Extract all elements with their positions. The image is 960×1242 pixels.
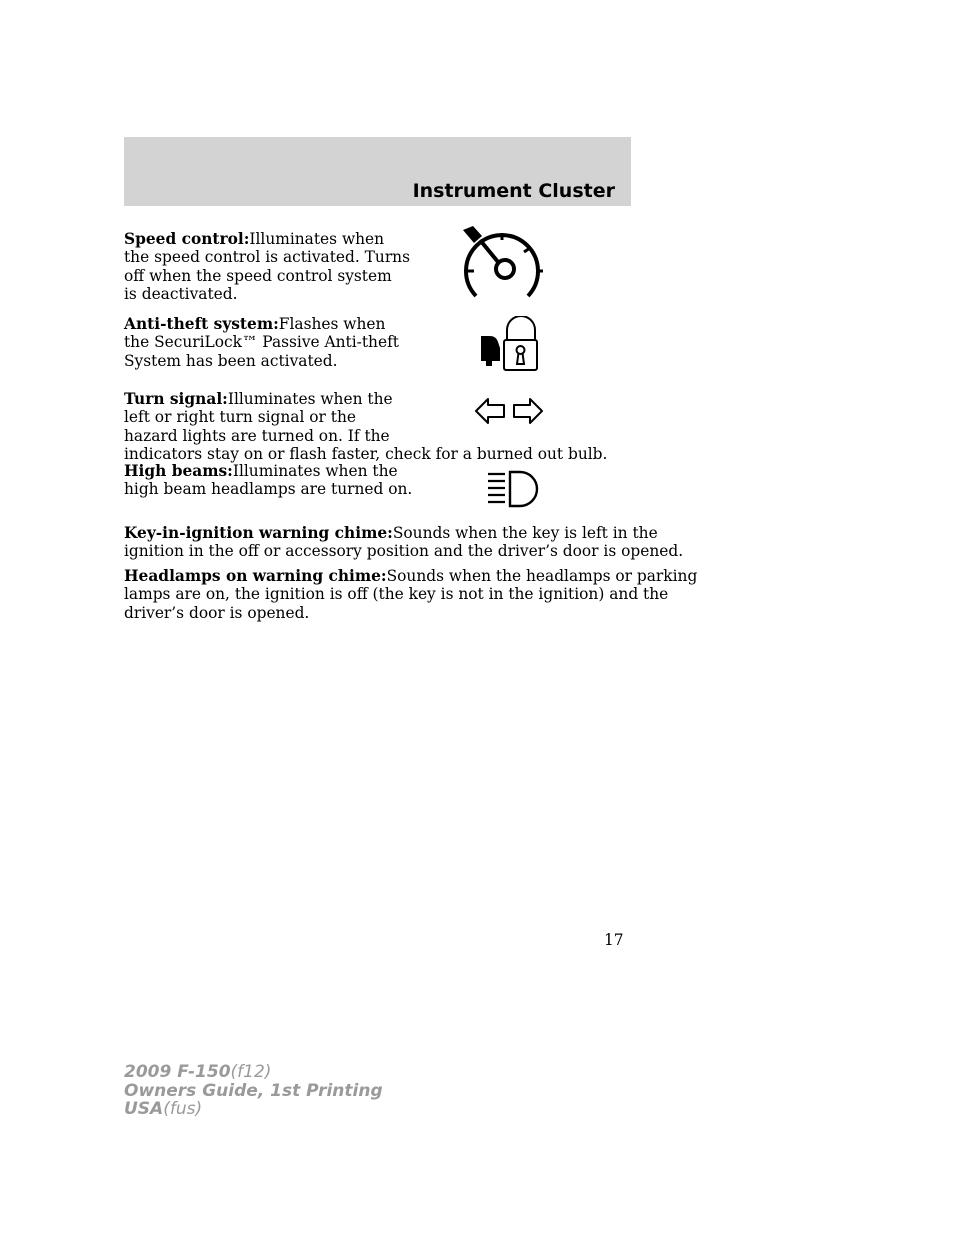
speed-control-line-1: Illuminates when [249, 230, 385, 248]
chapter-header-band [124, 137, 631, 206]
high-beams-line-1: Illuminates when the [232, 462, 398, 480]
key-in-ignition-line-2: ignition in the off or accessory position and the driver’s door is opened. [124, 542, 684, 561]
footer-edition: Owners Guide, 1st Printing [124, 1080, 383, 1101]
speed-control-paragraph [124, 230, 410, 303]
turn-signal-line-2: left or right turn signal or the [124, 408, 356, 427]
headlamps-on-paragraph [124, 567, 697, 622]
chapter-title: Instrument Cluster [412, 180, 615, 202]
headlamps-on-line-3: driver’s door is opened. [124, 603, 310, 622]
speed-control-line-2: the speed control is activated. Turns [124, 248, 410, 267]
key-in-ignition-term: Key-in-ignition warning chime: [124, 524, 393, 542]
anti-theft-line-2: the SecuriLock™ Passive Anti-theft [124, 333, 399, 352]
footer-model-code: (f12) [230, 1062, 272, 1082]
footer-market: USA [124, 1099, 164, 1119]
headlamps-on-line-1: Sounds when the headlamps or parking [386, 567, 698, 585]
turn-signal-line-3: hazard lights are turned on. If the [124, 426, 390, 445]
speed-control-term: Speed control: [124, 230, 250, 248]
headlamps-on-term: Headlamps on warning chime: [124, 567, 387, 585]
key-in-ignition-paragraph [124, 524, 683, 561]
anti-theft-paragraph [124, 315, 399, 370]
page-number: 17 [604, 931, 624, 949]
speed-control-icon [460, 226, 550, 302]
anti-theft-lock-icon [478, 316, 538, 372]
key-in-ignition-line-1: Sounds when the key is left in the [392, 524, 658, 542]
headlamps-on-line-2: lamps are on, the ignition is off (the key is not in the ignition) and the [124, 585, 669, 604]
turn-signal-line-1: Illuminates when the [227, 390, 393, 408]
speed-control-line-4: is deactivated. [124, 284, 238, 303]
footer-market-code: (fus) [163, 1099, 203, 1119]
speed-control-line-3: off when the speed control system [124, 266, 392, 285]
footer-model: 2009 F-150 [124, 1062, 231, 1082]
turn-signal-arrows-icon [474, 397, 544, 427]
high-beams-line-2: high beam headlamps are turned on. [124, 480, 413, 499]
high-beam-icon [486, 469, 542, 509]
turn-signal-term: Turn signal: [124, 390, 228, 408]
anti-theft-line-1: Flashes when [278, 315, 386, 333]
anti-theft-line-3: System has been activated. [124, 351, 338, 370]
document-footer [124, 1063, 383, 1119]
turn-signal-line-4: indicators stay on or flash faster, check for a burned out bulb. [124, 444, 608, 463]
high-beams-term: High beams: [124, 462, 233, 480]
anti-theft-term: Anti-theft system: [124, 315, 279, 333]
high-beams-paragraph [124, 462, 412, 499]
